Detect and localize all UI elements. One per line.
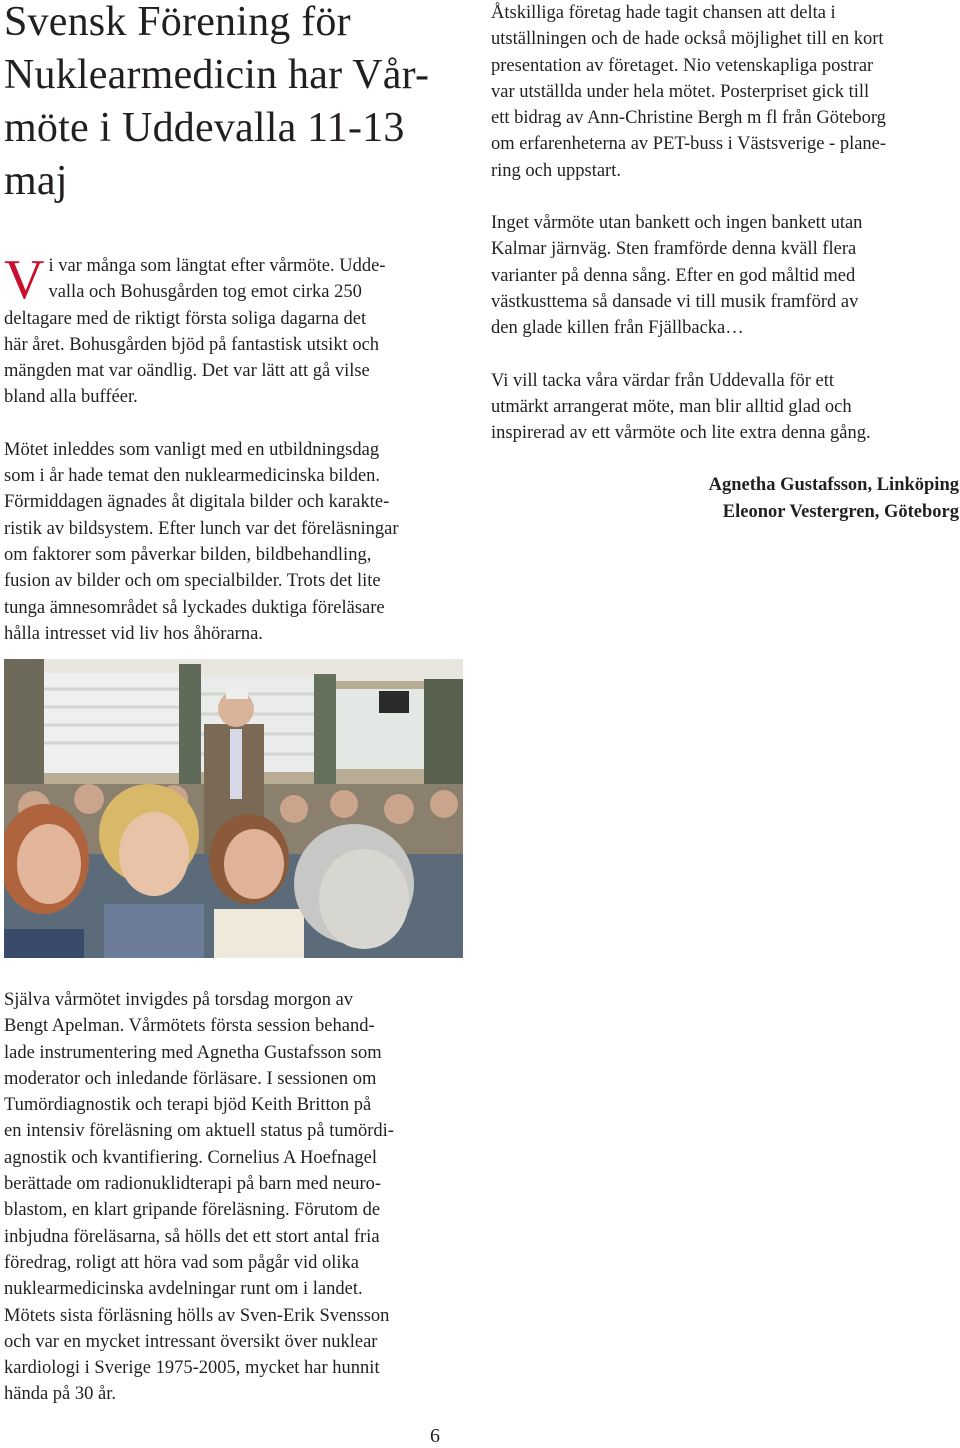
- text-line: moderator och inledande förläsare. I sessionen om: [4, 1068, 377, 1089]
- text-line: Mötets sista förläsning hölls av Sven-Erik Svensson: [4, 1305, 390, 1326]
- signature-line-2: Eleonor Vestergren, Göteborg: [722, 501, 959, 522]
- text-line: deltagare med de riktigt första soliga dagarna det: [4, 308, 367, 329]
- text-line: berättade om radionuklidterapi på barn med neuro-: [4, 1174, 382, 1195]
- text-line: hålla intresset vid liv hos åhörarna.: [4, 623, 263, 644]
- signature-line-1: Agnetha Gustafsson, Linköping: [708, 475, 959, 496]
- text-line: om faktorer som påverkar bilden, bildbehandling,: [4, 544, 372, 565]
- text-line: utställningen och de hade också möjlighet till en kort: [491, 29, 884, 50]
- text-line: Kalmar järnväg. Sten framförde denna kväll flera: [491, 239, 857, 260]
- text-line: hända på 30 år.: [4, 1384, 116, 1405]
- text-line: om erfarenheterna av PET-buss i Västsverige - plane-: [491, 134, 887, 155]
- bottom-left-column: [4, 987, 470, 1408]
- text-line: som i år hade temat den nuklearmedicinska bilden.: [4, 466, 381, 487]
- text-line: inbjudna föreläsarna, så hölls det ett stort antal fria: [4, 1226, 380, 1247]
- text-line: Själva vårmötet invigdes på torsdag morgon av: [4, 990, 354, 1010]
- text-line: lade instrumentering med Agnetha Gustafsson som: [4, 1042, 382, 1063]
- exhibition-paragraph: [491, 0, 959, 184]
- page-number: 6: [430, 1425, 440, 1447]
- thanks-paragraph: [491, 368, 959, 447]
- text-line: Vi vill tacka våra värdar från Uddevalla för ett: [491, 370, 835, 391]
- text-line: i var många som längtat efter vårmöte. Udde-: [48, 256, 386, 276]
- text-line: inspirerad av ett vårmöte och lite extra denna gång.: [491, 423, 871, 444]
- text-line: den glade killen från Fjällbacka…: [491, 318, 744, 339]
- text-line: här året. Bohusgården bjöd på fantastisk utsikt och: [4, 334, 380, 355]
- banquet-paragraph: [491, 210, 959, 341]
- text-line: Tumördiagnostik och terapi bjöd Keith Britton på: [4, 1095, 372, 1116]
- text-line: en intensiv föreläsning om aktuell status på tumördi-: [4, 1121, 394, 1142]
- text-line: ristik av bildsystem. Efter lunch var det föreläsningar: [4, 518, 399, 539]
- text-line: varianter på denna sång. Efter en god måltid med: [491, 265, 856, 286]
- text-line: Förmiddagen ägnades åt digitala bilder och karakte-: [4, 492, 390, 513]
- text-line: ett bidrag av Ann-Christine Bergh m fl från Göteborg: [491, 108, 886, 129]
- text-line: och var en mycket intressant översikt över nuklear: [4, 1331, 378, 1352]
- text-line: Inget vårmöte utan bankett och ingen bankett utan: [491, 213, 863, 234]
- opening-sessions-paragraph: [4, 987, 470, 1408]
- text-line: mängden mat var oändlig. Det var lätt att gå vilse: [4, 361, 370, 382]
- text-line: tunga ämnesområdet så lyckades duktiga föreläsare: [4, 597, 385, 618]
- text-line: föredrag, roligt att höra vad som pågår vid olika: [4, 1252, 359, 1273]
- text-line: bland alla bufféer.: [4, 387, 138, 408]
- text-line: agnostik och kvantifiering. Cornelius A Hoefnagel: [4, 1147, 378, 1168]
- education-day-paragraph: [4, 437, 470, 647]
- text-line: presentation av företaget. Nio vetenskapliga postrar: [491, 55, 874, 76]
- text-line: Bengt Apelman. Vårmötets första session behand-: [4, 1016, 375, 1037]
- signature: [491, 472, 959, 525]
- text-line: nuklearmedicinska avdelningar runt om i landet.: [4, 1279, 363, 1300]
- text-line: Mötet inleddes som vanligt med en utbildningsdag: [4, 439, 380, 460]
- text-line: fusion av bilder och om specialbilder. Trots det lite: [4, 571, 381, 592]
- right-column: [491, 0, 959, 525]
- text-line: Åtskilliga företag hade tagit chansen att delta i: [491, 3, 836, 23]
- text-line: utmärkt arrangerat möte, man blir alltid glad och: [491, 396, 852, 417]
- left-column: [4, 249, 470, 647]
- article-title: Svensk Förening för Nuklearmedicin har Vår-möte i Uddevalla 11-13 maj: [4, 0, 430, 204]
- text-line: västkusttema så dansade vi till musik framförd av: [491, 291, 859, 312]
- text-line: kardiologi i Sverige 1975-2005, mycket har hunnit: [4, 1358, 380, 1379]
- text-line: valla och Bohusgården tog emot cirka 250: [48, 282, 362, 303]
- drop-cap: V: [4, 249, 45, 311]
- text-line: var utställda under hela mötet. Posterpriset gick till: [491, 81, 870, 102]
- text-line: ring och uppstart.: [491, 160, 621, 181]
- text-line: blastom, en klart gripande föreläsning. Förutom de: [4, 1200, 381, 1221]
- conference-audience-photo: [4, 659, 463, 958]
- intro-paragraph: [4, 249, 470, 411]
